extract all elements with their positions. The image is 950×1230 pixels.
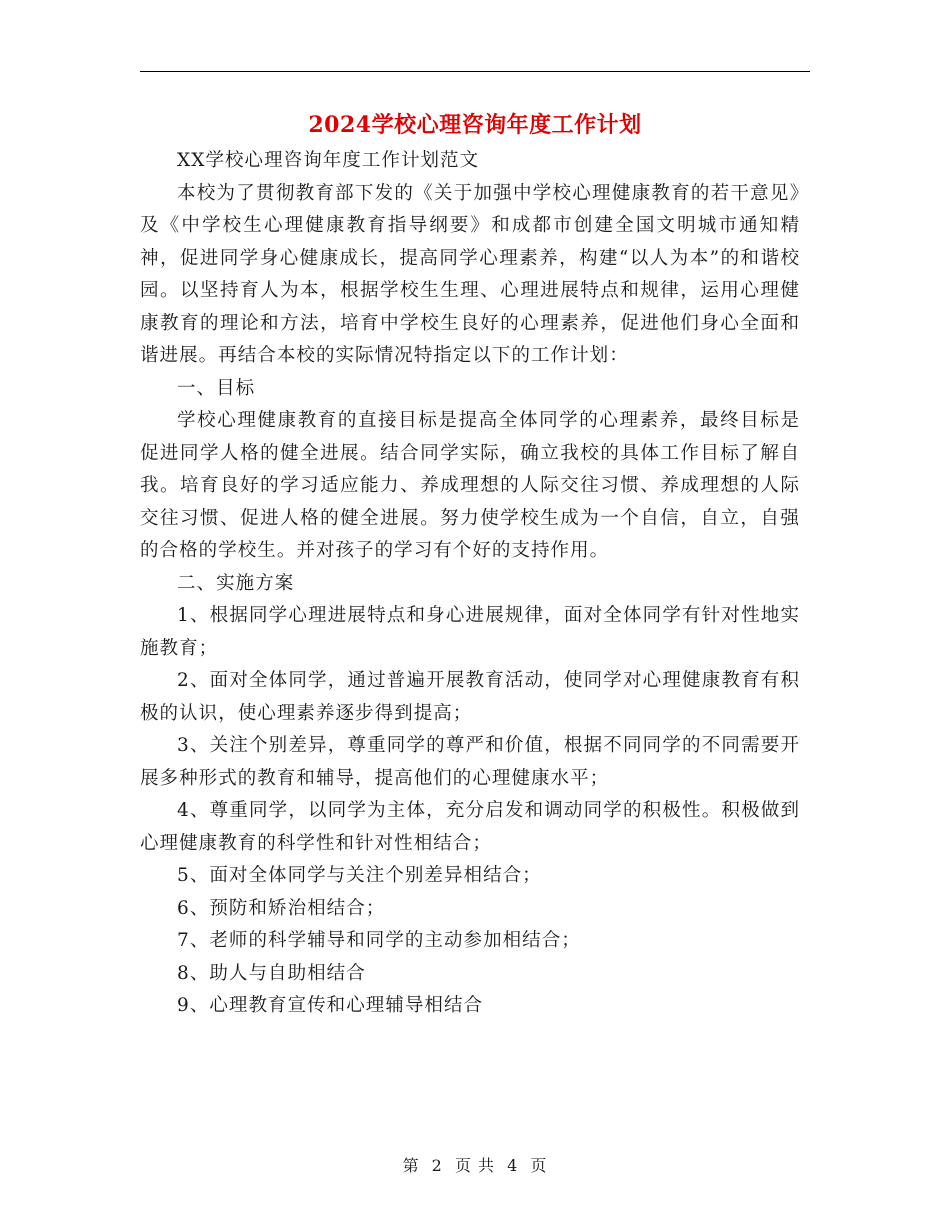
footer-mid: 页 共 (454, 1156, 496, 1175)
section-heading-goals: 一、目标 (177, 377, 256, 399)
plan-item-9: 9、心理教育宣传和心理辅导相结合 (177, 995, 484, 1016)
document-body (140, 145, 800, 1023)
footer-current-page: 2 (431, 1156, 443, 1175)
footer-suffix: 页 (530, 1156, 548, 1175)
document-title: 2024学校心理咨询年度工作计划 (308, 112, 642, 138)
footer-total-pages: 4 (507, 1156, 519, 1175)
header-rule (140, 71, 810, 72)
paragraph-goals: 学校心理健康教育的直接目标是提高全体同学的心理素养，最终目标是促进同学人格的健全进展。结合同学实际，确立我校的具体工作目标了解自我。培育良好的学习适应能力、养成理想的人际交往习惯、养成理想的人际交往习惯、促进人格的健全进展。努力使学校生成为一个自信，自立，自强的合格的学校生。并对孩子的学习有个好的支持作用。 (140, 410, 800, 561)
plan-item-4: 4、尊重同学，以同学为主体，充分启发和调动同学的积极性。积极做到心理健康教育的科学性和针对性相结合； (140, 800, 800, 854)
plan-item-7: 7、老师的科学辅导和同学的主动参加相结合； (177, 930, 581, 951)
paragraph-subtitle: XX学校心理咨询年度工作计划范文 (177, 150, 480, 171)
plan-item-1: 1、根据同学心理进展特点和身心进展规律，面对全体同学有针对性地实施教育； (140, 605, 800, 659)
section-heading-plan: 二、实施方案 (177, 572, 295, 594)
page-footer (0, 1153, 950, 1176)
plan-item-3: 3、关注个别差异，尊重同学的尊严和价值，根据不同同学的不同需要开展多种形式的教育和辅导，提高他们的心理健康水平； (140, 735, 800, 789)
plan-item-6: 6、预防和矫治相结合； (177, 897, 386, 919)
plan-item-8: 8、助人与自助相结合 (177, 962, 366, 984)
plan-item-5: 5、面对全体同学与关注个别差异相结合； (177, 865, 542, 886)
footer-prefix: 第 (402, 1156, 420, 1175)
plan-item-2: 2、面对全体同学，通过普遍开展教育活动，使同学对心理健康教育有积极的认识，使心理素养逐步得到提高； (140, 670, 800, 724)
paragraph-intro: 本校为了贯彻教育部下发的《关于加强中学校心理健康教育的若干意见》及《中学校生心理健康教育指导纲要》和成都市创建全国文明城市通知精神，促进同学身心健康成长，提高同学心理素养，构建“以人为本”的和谐校园。以坚持育人为本，根据学校生生理、心理进展特点和规律，运用心理健康教育的理论和方法，培育中学校生良好的心理素养，促进他们身心全面和谐进展。再结合本校的实际情况特指定以下的工作计划： (140, 182, 800, 366)
